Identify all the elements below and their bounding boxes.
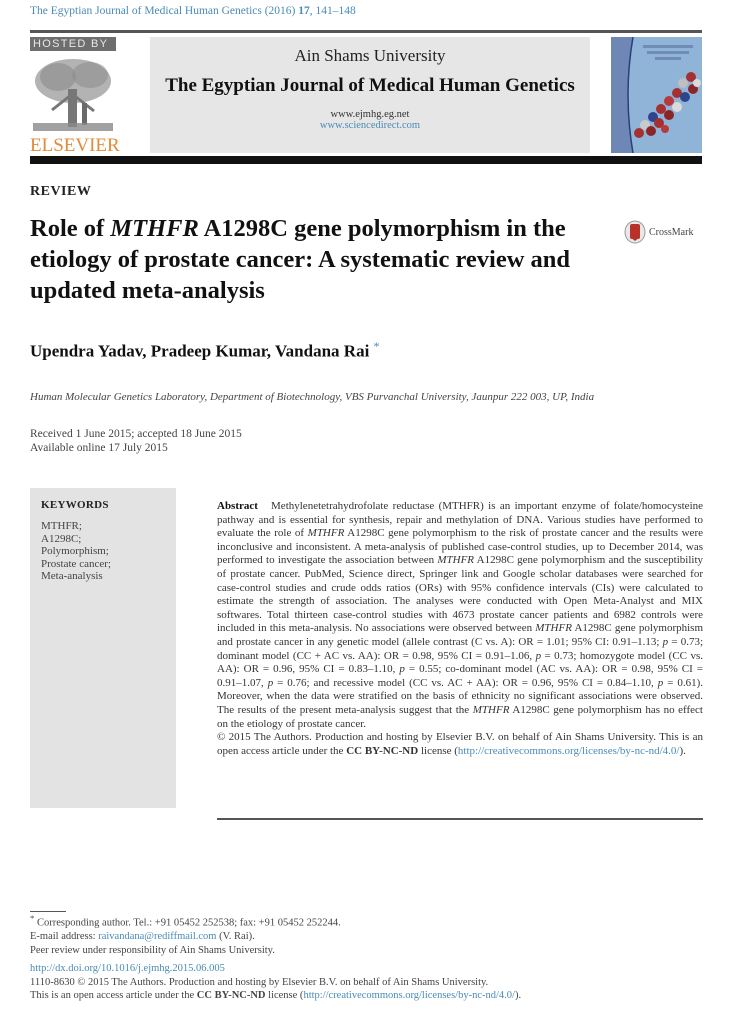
email-link[interactable]: raivandana@rediffmail.com <box>98 931 217 942</box>
abstract-text: A1298C gene polymorphism and prostate cancer in any genetic model (allele contrast (C vs. A): OR = 1.01; 95% CI: 0.91–1.13; <box>217 622 704 648</box>
abstract-text: A1298C gene polymorphism to the risk of prostate cancer and the results were inconclusive and inconsistent. A meta-analysis of published case-control studies, up to December 2014, was performed to investigate the association between <box>217 527 703 567</box>
keyword-item: Meta-analysis <box>41 570 103 582</box>
abstract-text: A1298C gene polymorphism has no effect on the etiology of prostate cancer. <box>217 703 703 730</box>
gene-name: MTHFR <box>535 622 572 635</box>
p-symbol: p <box>657 676 664 689</box>
email-owner: (V. Rai). <box>216 931 255 942</box>
gene-name: MTHFR <box>307 527 345 540</box>
p-symbol: p <box>662 635 669 648</box>
abstract-text: = 0.76; and recessive model (CC vs. AC + AA): OR = 0.96, 95% CI = 0.84–1.10, <box>273 676 658 689</box>
keywords-heading: KEYWORDS <box>41 499 109 511</box>
oa-text: ). <box>514 990 522 1001</box>
crossmark-label: CrossMark <box>649 226 694 238</box>
crossmark-icon <box>624 220 646 244</box>
running-head-pages: , 141–148 <box>309 5 356 17</box>
footnotes <box>30 912 710 1003</box>
abstract-text: = 0.61). Moreover, when the data were stratified on the basis of ethnicity no significant associations were observed. The results of the present meta-analysis suggest that the <box>217 676 704 716</box>
journal-banner <box>150 37 590 153</box>
license-link[interactable]: http://creativecommons.org/licenses/by-nc-nd/4.0/ <box>457 744 680 757</box>
received-date: Received 1 June 2015; accepted 18 June 2015 <box>30 428 242 440</box>
abstract-text: Methylenetetrahydrofolate reductase (MTHFR) is an important enzyme of folate/homocysteine pathway and is essential for synthesis, repair and methylation of DNA. Various studies have performed to evaluate the role of <box>217 500 704 540</box>
oa-text: license ( <box>265 990 304 1001</box>
keyword-item: Prostate cancer; <box>41 557 111 570</box>
email-note <box>30 930 710 944</box>
abstract-text: ). <box>679 744 686 757</box>
title-part: A1298C gene polymorphism in the etiology of prostate cancer: A systematic review and updated meta-analysis <box>30 215 571 304</box>
oa-license-link[interactable]: http://creativecommons.org/licenses/by-nc-nd/4.0/ <box>303 990 515 1001</box>
p-symbol: p <box>535 649 542 662</box>
keyword-item: A1298C; <box>41 532 82 545</box>
article-title <box>30 213 600 306</box>
peer-review-note: Peer review under responsibility of Ain Shams University. <box>30 944 275 956</box>
journal-cover-image <box>611 37 702 153</box>
title-part: Role of <box>30 215 111 242</box>
running-head-volume: 17 <box>298 5 310 17</box>
keyword-item: Polymorphism; <box>41 545 109 557</box>
abstract-label: Abstract <box>217 500 258 512</box>
running-head-journal: The Egyptian Journal of Medical Human Genetics (2016) <box>30 5 296 17</box>
corresponding-author-mark[interactable]: * <box>373 339 380 353</box>
authors-text: Upendra Yadav, Pradeep Kumar, Vandana Rai <box>30 341 370 361</box>
top-rule <box>30 30 702 33</box>
abstract-copyright: © 2015 The Authors. Production and hosting by Elsevier B.V. on behalf of Ain Shams University. This is an open access article under the <box>217 731 703 757</box>
license-name: CC BY-NC-ND <box>346 744 419 757</box>
oa-license-name: CC BY-NC-ND <box>196 990 266 1001</box>
keywords-box <box>30 488 176 808</box>
title-gene: MTHFR <box>110 215 199 242</box>
abstract-text: license ( <box>418 744 458 757</box>
affiliation: Human Molecular Genetics Laboratory, Department of Biotechnology, VBS Purvanchal University, Jaunpur 222 003, UP, India <box>30 391 595 403</box>
running-head <box>30 5 356 17</box>
hosted-by-label: HOSTED BY <box>30 37 116 51</box>
elsevier-wordmark: ELSEVIER <box>30 135 120 156</box>
email-label: E-mail address: <box>30 931 99 942</box>
university-name: Ain Shams University <box>294 46 446 65</box>
abstract-text: = 0.55; co-dominant model (AC vs. AA): OR = 0.98, 95% CI = 0.91–1.07, <box>217 663 703 689</box>
elsevier-tree-logo-icon <box>30 55 116 135</box>
available-online-date: Available online 17 July 2015 <box>30 442 168 454</box>
footnote-star: * <box>30 913 35 923</box>
corresponding-author-note <box>30 912 710 930</box>
abstract <box>217 500 703 758</box>
article-type: REVIEW <box>30 184 92 199</box>
footnote-text: Corresponding author. Tel.: +91 05452 252538; fax: +91 05452 252244. <box>34 917 341 929</box>
oa-text: This is an open access article under the <box>30 990 197 1001</box>
journal-url[interactable]: www.ejmhg.eg.net <box>330 109 410 120</box>
gene-name: MTHFR <box>437 554 475 567</box>
author-list <box>30 339 380 362</box>
journal-title: The Egyptian Journal of Medical Human Genetics <box>165 75 575 96</box>
p-symbol: p <box>267 676 274 689</box>
sciencedirect-url[interactable]: www.sciencedirect.com <box>319 120 421 131</box>
issn-line: 1110-8630 © 2015 The Authors. Production and hosting by Elsevier B.V. on behalf of Ain Shams University. <box>30 976 489 988</box>
crossmark-button[interactable] <box>624 220 693 244</box>
abstract-text: = 0.73; homozygote model (CC vs. AA): OR = 0.96, 95% CI = 0.83–1.10, <box>217 649 703 676</box>
gene-name: MTHFR <box>472 703 510 716</box>
abstract-rule <box>217 818 703 820</box>
open-access-line <box>30 989 710 1003</box>
article-dates <box>30 427 242 455</box>
p-symbol: p <box>399 663 405 676</box>
keywords-list <box>41 520 111 583</box>
header-rule <box>30 156 702 164</box>
abstract-text: = 0.73; dominant model (CC + AC vs. AA): OR = 0.98, 95% CI = 0.91–1.06, <box>217 635 703 662</box>
keyword-item: MTHFR; <box>41 520 82 532</box>
doi-link[interactable]: http://dx.doi.org/10.1016/j.ejmhg.2015.06.005 <box>30 963 225 974</box>
abstract-text: A1298C gene polymorphism and the susceptibility of prostate cancer. PubMed, Science direct, Springer link and Google scholar databases were searched for case-control studies and crude odds ratios (ORs) with 95% confidence intervals (CIs) were calculated to estimate the strength of association. The analyses were conducted with Open Meta-Analyst and MIX softwares. Total thirteen case-control studies with 4673 prostate cancer patients and 6982 controls were included in this meta-analysis. No associations were observed between <box>217 554 703 635</box>
